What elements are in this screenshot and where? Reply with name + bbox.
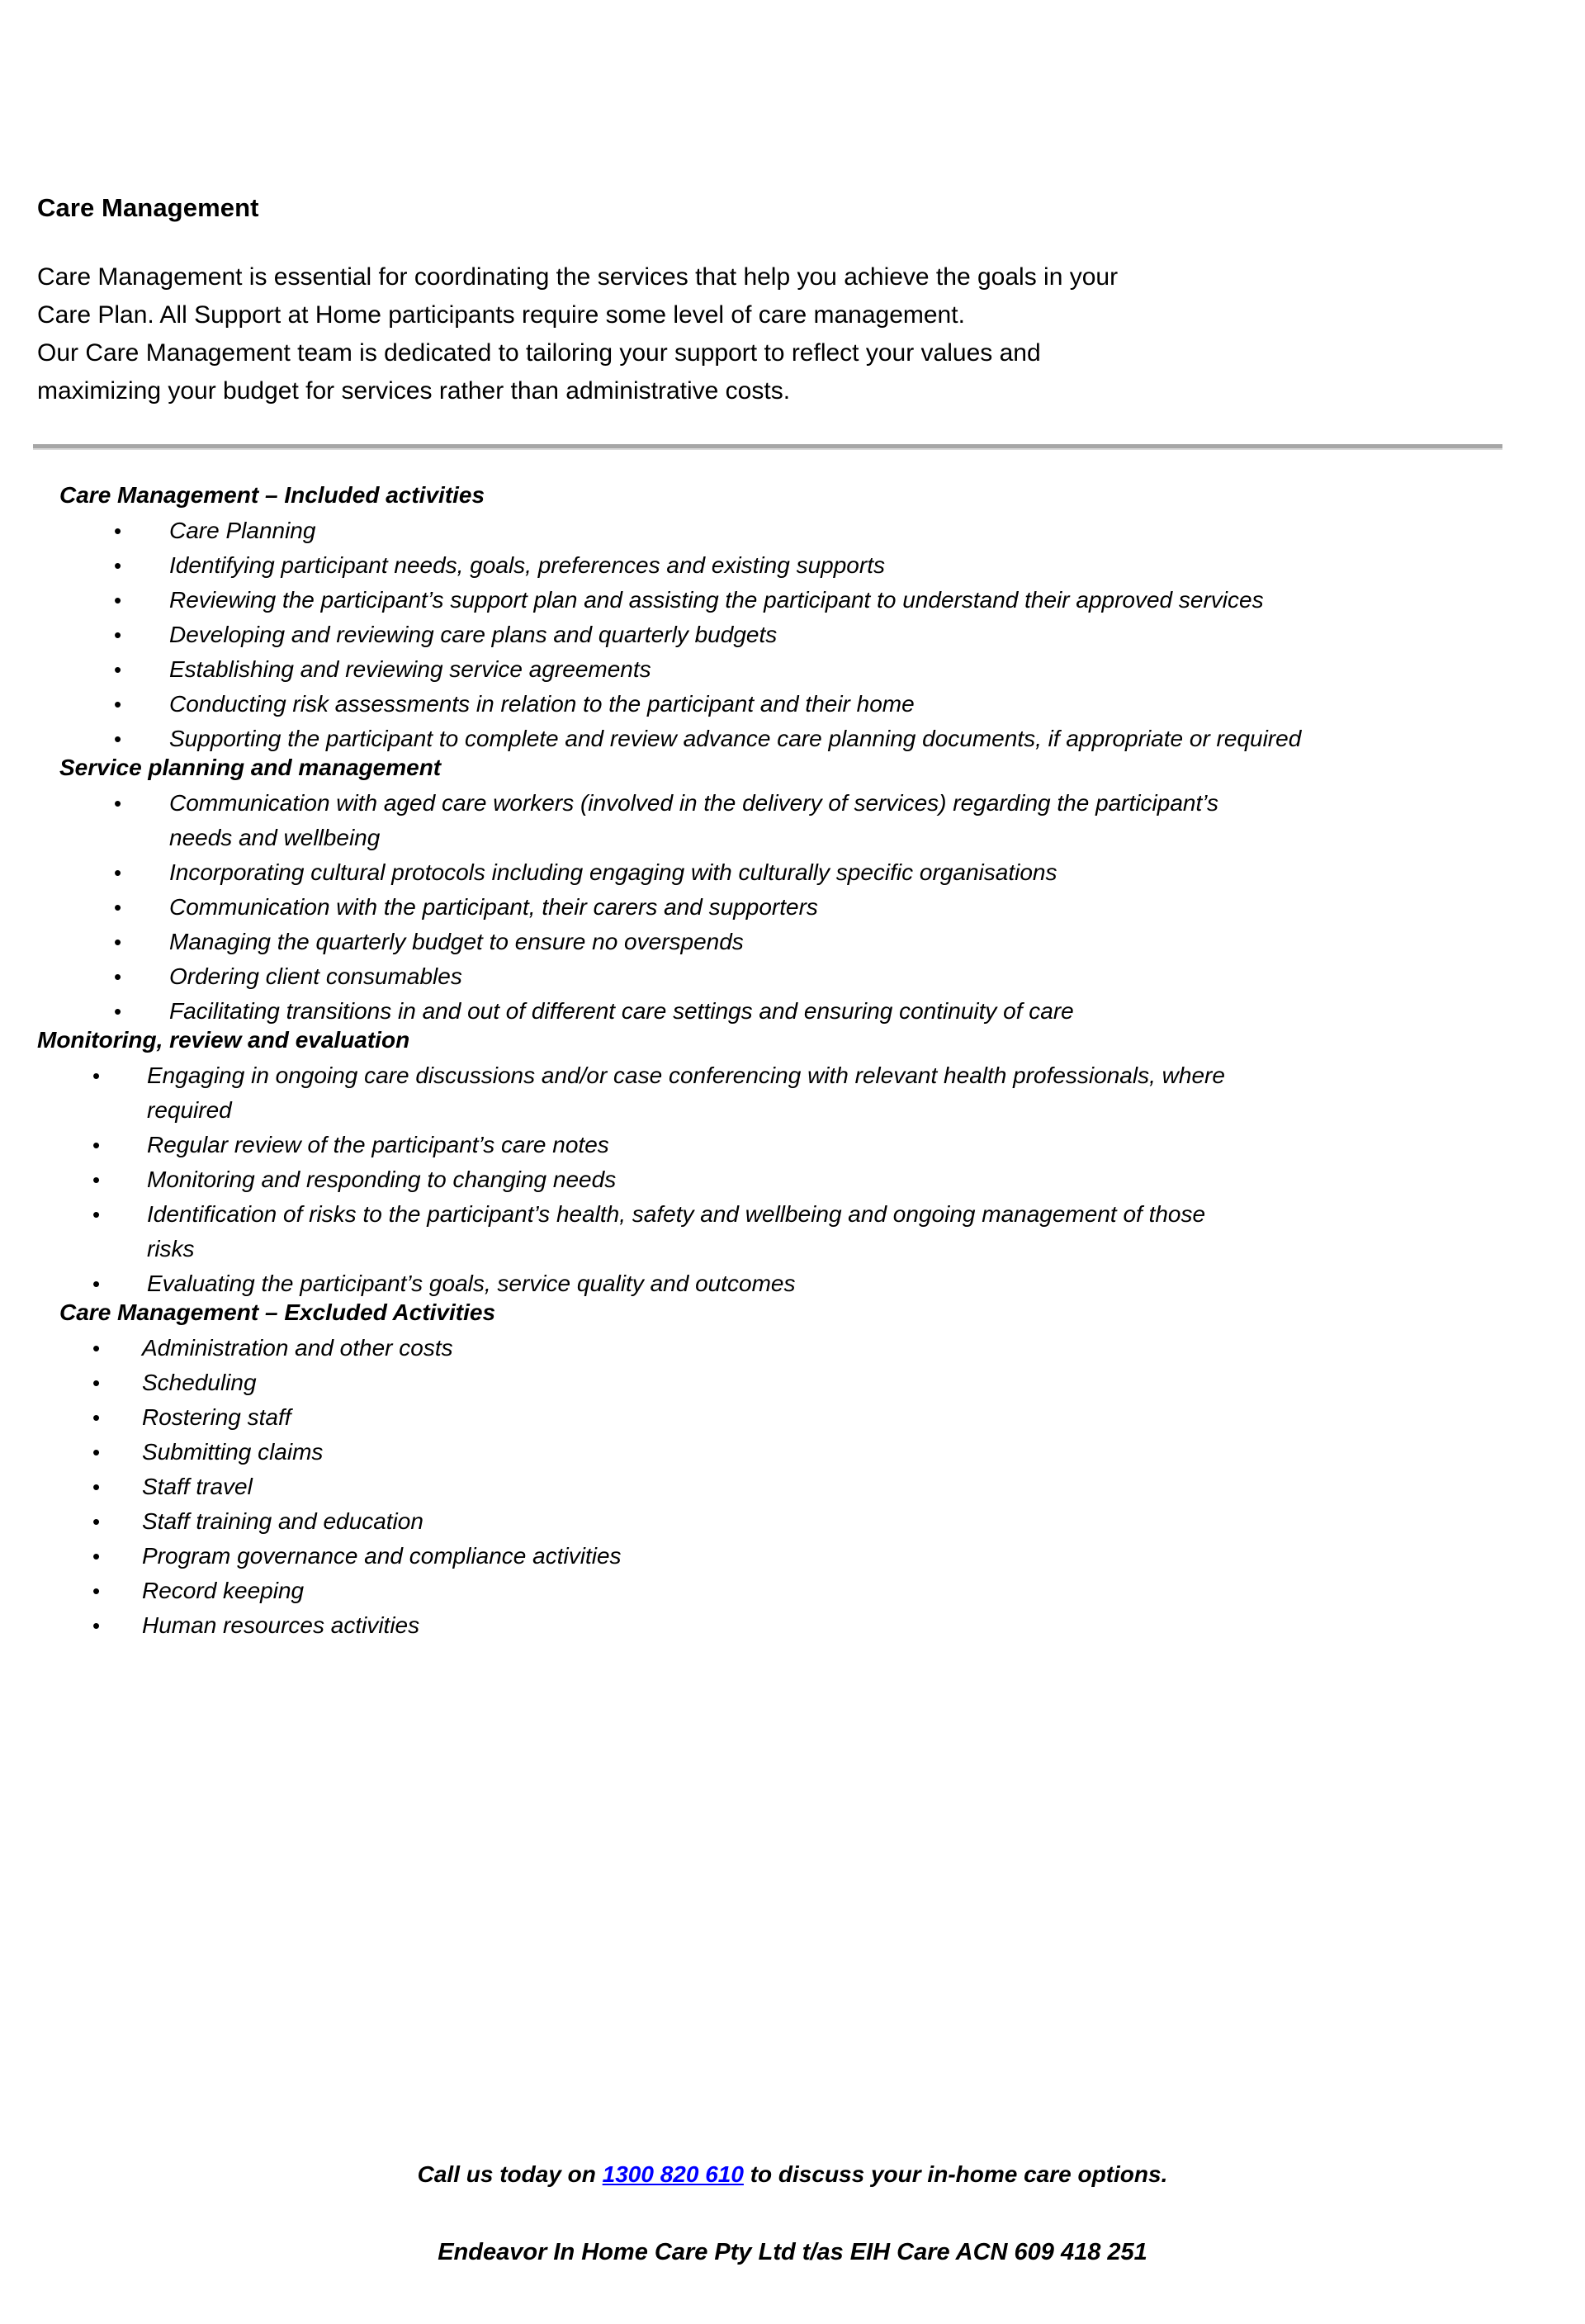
bullet-icon: • xyxy=(92,1370,101,1395)
bullet-icon: • xyxy=(92,1271,101,1296)
bullet-icon: • xyxy=(92,1474,101,1499)
list-item-text: Communication with aged care workers (involved in the delivery of services) regarding the participant’s needs and wellbeing xyxy=(169,790,1218,850)
section-heading: Service planning and management xyxy=(59,755,442,780)
bullet-list xyxy=(0,1331,1585,1643)
list-item xyxy=(0,1504,1585,1539)
list-item xyxy=(0,514,1585,548)
bullet-icon: • xyxy=(92,1613,101,1638)
list-item xyxy=(0,994,1585,1029)
sections-container xyxy=(0,484,1585,1643)
bullet-icon: • xyxy=(92,1133,101,1157)
section-excluded-activities xyxy=(0,1301,1585,1643)
footer-call-prefix: Call us today on xyxy=(417,2161,603,2187)
bullet-icon: • xyxy=(114,791,122,816)
list-item-text: Record keeping xyxy=(142,1578,305,1603)
bullet-icon: • xyxy=(114,657,122,682)
footer-call-to-action xyxy=(0,2163,1585,2186)
footer-legal-text: Endeavor In Home Care Pty Ltd t/as EIH Care ACN 609 418 251 xyxy=(438,2239,1147,2265)
list-item-text: Developing and reviewing care plans and quarterly budgets xyxy=(169,622,778,647)
list-item xyxy=(0,1470,1585,1504)
list-item-text: Incorporating cultural protocols including engaging with culturally specific organisations xyxy=(169,859,1057,885)
list-item xyxy=(0,548,1585,583)
list-item-text: Conducting risk assessments in relation to the participant and their home xyxy=(169,691,915,717)
list-item-text: Regular review of the participant’s care notes xyxy=(147,1132,609,1157)
bullet-icon: • xyxy=(114,895,122,920)
list-item xyxy=(0,1197,1585,1266)
section-heading: Care Management – Excluded Activities xyxy=(59,1299,496,1325)
bullet-icon: • xyxy=(92,1544,101,1569)
list-item xyxy=(0,855,1585,890)
bullet-list xyxy=(0,514,1585,756)
bullet-icon: • xyxy=(114,860,122,885)
list-item xyxy=(0,652,1585,687)
bullet-icon: • xyxy=(92,1336,101,1361)
bullet-icon: • xyxy=(92,1440,101,1465)
list-item xyxy=(0,618,1585,652)
list-item xyxy=(0,583,1585,618)
list-item xyxy=(0,925,1585,959)
bullet-icon: • xyxy=(114,692,122,717)
list-item xyxy=(0,1574,1585,1608)
bullet-icon: • xyxy=(92,1202,101,1227)
footer-call-suffix: to discuss your in-home care options. xyxy=(743,2161,1168,2187)
list-item-text: Communication with the participant, their carers and supporters xyxy=(169,894,818,920)
bullet-list xyxy=(0,1058,1585,1301)
list-item-text: Monitoring and responding to changing needs xyxy=(147,1167,617,1192)
list-item xyxy=(0,1331,1585,1366)
list-item-text: Establishing and reviewing service agreements xyxy=(169,656,651,682)
intro-line: Care Plan. All Support at Home participants require some level of care management. xyxy=(37,301,965,329)
phone-link[interactable]: 1300 820 610 xyxy=(602,2161,744,2187)
list-item-text: Evaluating the participant’s goals, service quality and outcomes xyxy=(147,1271,796,1296)
bullet-icon: • xyxy=(114,553,122,578)
intro-line: maximizing your budget for services rather than administrative costs. xyxy=(37,377,791,405)
list-item xyxy=(0,1266,1585,1301)
list-item-text: Identifying participant needs, goals, preferences and existing supports xyxy=(169,552,885,578)
intro-paragraph xyxy=(37,258,1507,410)
intro-block xyxy=(37,195,1515,410)
section-service-planning xyxy=(0,756,1585,1029)
list-item-text: Program governance and compliance activities xyxy=(142,1543,622,1569)
list-item xyxy=(0,1058,1585,1128)
list-item-text: Reviewing the participant’s support plan and assisting the participant to understand their approved services xyxy=(169,587,1264,613)
intro-line: Our Care Management team is dedicated to tailoring your support to reflect your values and xyxy=(37,339,1041,367)
list-item-text: Staff travel xyxy=(142,1474,253,1499)
list-item-text: Identification of risks to the participant’s health, safety and wellbeing and ongoing management of those risks xyxy=(147,1201,1206,1261)
list-item-text: Administration and other costs xyxy=(142,1335,453,1361)
list-item xyxy=(0,959,1585,994)
list-item-text: Rostering staff xyxy=(142,1404,291,1430)
page-footer xyxy=(0,2163,1585,2265)
list-item xyxy=(0,1435,1585,1470)
section-included-activities xyxy=(0,484,1585,756)
list-item xyxy=(0,1608,1585,1643)
bullet-icon: • xyxy=(92,1405,101,1430)
list-item-text: Facilitating transitions in and out of different care settings and ensuring continuity of care xyxy=(169,998,1074,1024)
list-item xyxy=(0,890,1585,925)
list-item-text: Human resources activities xyxy=(142,1612,420,1638)
bullet-icon: • xyxy=(114,588,122,613)
bullet-icon: • xyxy=(92,1167,101,1192)
list-item xyxy=(0,1128,1585,1162)
list-item xyxy=(0,1366,1585,1400)
list-item-text: Ordering client consumables xyxy=(169,963,462,989)
list-item-text: Submitting claims xyxy=(142,1439,324,1465)
list-item-text: Managing the quarterly budget to ensure no overspends xyxy=(169,929,744,954)
section-heading: Monitoring, review and evaluation xyxy=(37,1027,410,1053)
bullet-icon: • xyxy=(114,518,122,543)
list-item-text: Supporting the participant to complete and review advance care planning documents, if appropriate or required xyxy=(169,726,1302,751)
section-monitoring-review xyxy=(0,1029,1585,1301)
list-item-text: Engaging in ongoing care discussions and/or case conferencing with relevant health professionals, where required xyxy=(147,1063,1225,1123)
bullet-icon: • xyxy=(114,622,122,647)
list-item-text: Care Planning xyxy=(169,518,316,543)
horizontal-divider xyxy=(33,444,1502,450)
bullet-icon: • xyxy=(114,999,122,1024)
list-item-text: Scheduling xyxy=(142,1370,257,1395)
list-item xyxy=(0,1400,1585,1435)
list-item xyxy=(0,1162,1585,1197)
list-item xyxy=(0,687,1585,722)
list-item-text: Staff training and education xyxy=(142,1508,423,1534)
bullet-icon: • xyxy=(114,727,122,751)
list-item xyxy=(0,722,1585,756)
bullet-icon: • xyxy=(92,1579,101,1603)
list-item xyxy=(0,1539,1585,1574)
intro-line: Care Management is essential for coordinating the services that help you achieve the goals in your xyxy=(37,263,1119,291)
bullet-icon: • xyxy=(92,1509,101,1534)
bullet-icon: • xyxy=(114,964,122,989)
section-heading: Care Management – Included activities xyxy=(59,482,485,508)
bullet-icon: • xyxy=(92,1063,101,1088)
page-title: Care Management xyxy=(37,193,259,222)
bullet-list xyxy=(0,786,1585,1029)
bullet-icon: • xyxy=(114,930,122,954)
list-item xyxy=(0,786,1585,855)
